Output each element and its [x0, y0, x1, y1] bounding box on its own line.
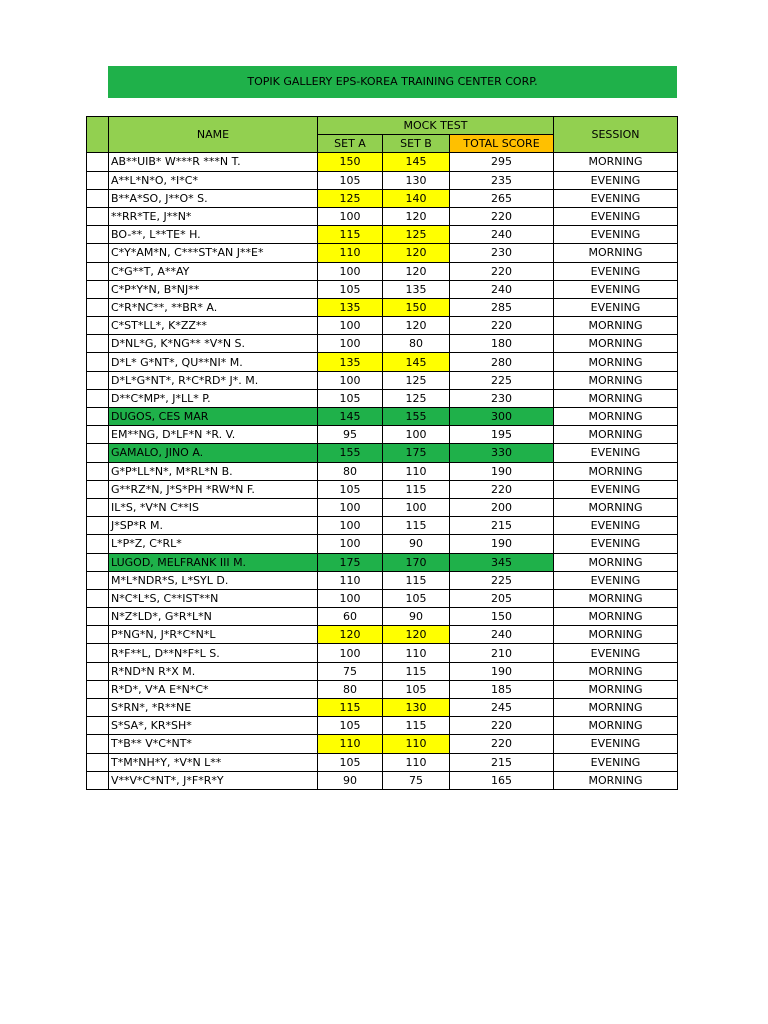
table-row [87, 317, 678, 335]
set-a-cell: 100 [318, 371, 383, 389]
total-score-cell: 150 [450, 608, 554, 626]
set-b-cell: 110 [383, 753, 450, 771]
total-score-cell: 190 [450, 662, 554, 680]
total-score-cell: 180 [450, 335, 554, 353]
row-index-cell [87, 608, 109, 626]
set-a-cell: 60 [318, 608, 383, 626]
row-index-cell [87, 444, 109, 462]
name-cell: P*NG*N, J*R*C*N*L [109, 626, 318, 644]
set-b-cell: 105 [383, 680, 450, 698]
set-a-cell: 110 [318, 735, 383, 753]
set-a-cell: 110 [318, 244, 383, 262]
set-a-cell: 75 [318, 662, 383, 680]
name-cell: N*Z*LD*, G*R*L*N [109, 608, 318, 626]
name-cell: N*C*L*S, C**IST**N [109, 589, 318, 607]
set-b-cell: 120 [383, 244, 450, 262]
header-session: SESSION [554, 117, 678, 153]
set-a-cell: 90 [318, 771, 383, 789]
set-b-cell: 120 [383, 626, 450, 644]
row-index-cell [87, 644, 109, 662]
set-b-cell: 115 [383, 662, 450, 680]
name-cell: EM**NG, D*LF*N *R. V. [109, 426, 318, 444]
table-row [87, 462, 678, 480]
header-row-top [87, 117, 678, 135]
set-b-cell: 115 [383, 717, 450, 735]
header-total-score: TOTAL SCORE [450, 135, 554, 153]
total-score-cell: 345 [450, 553, 554, 571]
row-index-cell [87, 317, 109, 335]
total-score-cell: 245 [450, 699, 554, 717]
set-b-cell: 170 [383, 553, 450, 571]
total-score-cell: 230 [450, 244, 554, 262]
name-cell: S*RN*, *R**NE [109, 699, 318, 717]
set-a-cell: 80 [318, 462, 383, 480]
session-cell: MORNING [554, 717, 678, 735]
session-cell: MORNING [554, 335, 678, 353]
row-index-cell [87, 589, 109, 607]
table-row [87, 553, 678, 571]
row-index-cell [87, 262, 109, 280]
name-cell: R*ND*N R*X M. [109, 662, 318, 680]
total-score-cell: 235 [450, 171, 554, 189]
set-b-cell: 175 [383, 444, 450, 462]
session-cell: MORNING [554, 680, 678, 698]
set-b-cell: 130 [383, 699, 450, 717]
set-b-cell: 110 [383, 735, 450, 753]
row-index-cell [87, 699, 109, 717]
name-cell: J*SP*R M. [109, 517, 318, 535]
set-b-cell: 125 [383, 389, 450, 407]
page-title: TOPIK GALLERY EPS-KOREA TRAINING CENTER CORP. [108, 66, 677, 98]
name-cell: G**RZ*N, J*S*PH *RW*N F. [109, 480, 318, 498]
total-score-cell: 330 [450, 444, 554, 462]
total-score-cell: 225 [450, 571, 554, 589]
table-row [87, 498, 678, 516]
header-mock-test: MOCK TEST [318, 117, 554, 135]
set-a-cell: 80 [318, 680, 383, 698]
total-score-cell: 265 [450, 189, 554, 207]
total-score-cell: 165 [450, 771, 554, 789]
session-cell: MORNING [554, 771, 678, 789]
session-cell: MORNING [554, 153, 678, 171]
total-score-cell: 215 [450, 753, 554, 771]
set-b-cell: 145 [383, 153, 450, 171]
total-score-cell: 220 [450, 735, 554, 753]
header-set-b: SET B [383, 135, 450, 153]
session-cell: EVENING [554, 735, 678, 753]
row-index-cell [87, 189, 109, 207]
session-cell: EVENING [554, 189, 678, 207]
table-row [87, 571, 678, 589]
row-index-cell [87, 298, 109, 316]
session-cell: MORNING [554, 317, 678, 335]
session-cell: MORNING [554, 244, 678, 262]
row-index-cell [87, 408, 109, 426]
set-b-cell: 155 [383, 408, 450, 426]
name-cell: R*F**L, D**N*F*L S. [109, 644, 318, 662]
table-row [87, 662, 678, 680]
total-score-cell: 210 [450, 644, 554, 662]
set-a-cell: 155 [318, 444, 383, 462]
session-cell: EVENING [554, 226, 678, 244]
name-cell: V**V*C*NT*, J*F*R*Y [109, 771, 318, 789]
name-cell: IL*S, *V*N C**IS [109, 498, 318, 516]
set-a-cell: 100 [318, 207, 383, 225]
row-index-cell [87, 662, 109, 680]
total-score-cell: 190 [450, 535, 554, 553]
table-row [87, 626, 678, 644]
set-b-cell: 130 [383, 171, 450, 189]
table-row [87, 771, 678, 789]
header-set-a: SET A [318, 135, 383, 153]
total-score-cell: 280 [450, 353, 554, 371]
name-cell: D*L* G*NT*, QU**NI* M. [109, 353, 318, 371]
name-cell: T*B** V*C*NT* [109, 735, 318, 753]
total-score-cell: 220 [450, 207, 554, 225]
row-index-cell [87, 771, 109, 789]
row-index-cell [87, 498, 109, 516]
table-row [87, 207, 678, 225]
table-row [87, 280, 678, 298]
row-index-cell [87, 226, 109, 244]
session-cell: EVENING [554, 280, 678, 298]
session-cell: MORNING [554, 589, 678, 607]
set-a-cell: 145 [318, 408, 383, 426]
row-index-cell [87, 535, 109, 553]
total-score-cell: 190 [450, 462, 554, 480]
set-b-cell: 120 [383, 317, 450, 335]
name-cell: C*R*NC**, **BR* A. [109, 298, 318, 316]
row-index-cell [87, 680, 109, 698]
row-index-cell [87, 717, 109, 735]
name-cell: LUGOD, MELFRANK III M. [109, 553, 318, 571]
session-cell: EVENING [554, 644, 678, 662]
session-cell: EVENING [554, 262, 678, 280]
session-cell: EVENING [554, 753, 678, 771]
set-a-cell: 115 [318, 699, 383, 717]
set-a-cell: 105 [318, 480, 383, 498]
set-b-cell: 145 [383, 353, 450, 371]
row-index-cell [87, 171, 109, 189]
table-row [87, 589, 678, 607]
session-cell: MORNING [554, 626, 678, 644]
total-score-cell: 220 [450, 717, 554, 735]
total-score-cell: 220 [450, 262, 554, 280]
set-b-cell: 150 [383, 298, 450, 316]
name-cell: B**A*SO, J**O* S. [109, 189, 318, 207]
set-a-cell: 135 [318, 298, 383, 316]
set-b-cell: 115 [383, 517, 450, 535]
row-index-cell [87, 207, 109, 225]
session-cell: EVENING [554, 207, 678, 225]
session-cell: MORNING [554, 426, 678, 444]
set-a-cell: 100 [318, 498, 383, 516]
session-cell: MORNING [554, 371, 678, 389]
total-score-cell: 220 [450, 317, 554, 335]
name-cell: C*P*Y*N, B*NJ** [109, 280, 318, 298]
table-row [87, 444, 678, 462]
set-b-cell: 135 [383, 280, 450, 298]
session-cell: MORNING [554, 699, 678, 717]
table-row [87, 717, 678, 735]
set-a-cell: 100 [318, 317, 383, 335]
total-score-cell: 230 [450, 389, 554, 407]
total-score-cell: 300 [450, 408, 554, 426]
total-score-cell: 240 [450, 226, 554, 244]
table-body [87, 153, 678, 790]
total-score-cell: 285 [450, 298, 554, 316]
row-index-cell [87, 153, 109, 171]
row-index-cell [87, 335, 109, 353]
name-cell: A**L*N*O, *I*C* [109, 171, 318, 189]
name-cell: BO-**, L**TE* H. [109, 226, 318, 244]
session-cell: EVENING [554, 171, 678, 189]
table-row [87, 335, 678, 353]
set-a-cell: 105 [318, 280, 383, 298]
session-cell: MORNING [554, 389, 678, 407]
row-index-cell [87, 280, 109, 298]
set-b-cell: 115 [383, 571, 450, 589]
name-cell: AB**UIB* W***R ***N T. [109, 153, 318, 171]
table-row [87, 426, 678, 444]
set-a-cell: 125 [318, 189, 383, 207]
name-cell: M*L*NDR*S, L*SYL D. [109, 571, 318, 589]
set-a-cell: 100 [318, 535, 383, 553]
session-cell: EVENING [554, 535, 678, 553]
row-index-cell [87, 480, 109, 498]
set-b-cell: 125 [383, 226, 450, 244]
table-row [87, 535, 678, 553]
set-b-cell: 80 [383, 335, 450, 353]
table-row [87, 353, 678, 371]
session-cell: EVENING [554, 298, 678, 316]
name-cell: **RR*TE, J**N* [109, 207, 318, 225]
score-table [86, 116, 678, 790]
row-index-cell [87, 353, 109, 371]
set-a-cell: 150 [318, 153, 383, 171]
row-index-cell [87, 462, 109, 480]
name-cell: D**C*MP*, J*LL* P. [109, 389, 318, 407]
set-a-cell: 115 [318, 226, 383, 244]
session-cell: MORNING [554, 408, 678, 426]
session-cell: MORNING [554, 498, 678, 516]
row-index-cell [87, 735, 109, 753]
name-cell: D*NL*G, K*NG** *V*N S. [109, 335, 318, 353]
table-row [87, 753, 678, 771]
row-index-cell [87, 626, 109, 644]
set-a-cell: 175 [318, 553, 383, 571]
set-b-cell: 100 [383, 426, 450, 444]
row-index-cell [87, 371, 109, 389]
set-a-cell: 100 [318, 262, 383, 280]
table-row [87, 389, 678, 407]
name-cell: C*Y*AM*N, C***ST*AN J**E* [109, 244, 318, 262]
set-a-cell: 95 [318, 426, 383, 444]
name-cell: C*ST*LL*, K*ZZ** [109, 317, 318, 335]
session-cell: EVENING [554, 444, 678, 462]
set-a-cell: 135 [318, 353, 383, 371]
table-row [87, 244, 678, 262]
total-score-cell: 185 [450, 680, 554, 698]
row-index-cell [87, 389, 109, 407]
total-score-cell: 240 [450, 280, 554, 298]
table-row [87, 371, 678, 389]
set-b-cell: 110 [383, 462, 450, 480]
set-a-cell: 100 [318, 589, 383, 607]
total-score-cell: 295 [450, 153, 554, 171]
set-b-cell: 90 [383, 608, 450, 626]
name-cell: C*G**T, A**AY [109, 262, 318, 280]
table-row [87, 171, 678, 189]
table-row [87, 189, 678, 207]
table-row [87, 408, 678, 426]
table-row [87, 680, 678, 698]
set-a-cell: 105 [318, 717, 383, 735]
session-cell: EVENING [554, 517, 678, 535]
set-b-cell: 115 [383, 480, 450, 498]
row-index-cell [87, 244, 109, 262]
set-b-cell: 75 [383, 771, 450, 789]
row-index-cell [87, 553, 109, 571]
table-row [87, 608, 678, 626]
set-a-cell: 105 [318, 753, 383, 771]
row-index-cell [87, 517, 109, 535]
set-a-cell: 120 [318, 626, 383, 644]
set-b-cell: 100 [383, 498, 450, 516]
table-row [87, 699, 678, 717]
set-a-cell: 105 [318, 389, 383, 407]
table-row [87, 153, 678, 171]
name-cell: G*P*LL*N*, M*RL*N B. [109, 462, 318, 480]
row-index-cell [87, 426, 109, 444]
total-score-cell: 200 [450, 498, 554, 516]
set-b-cell: 120 [383, 262, 450, 280]
set-a-cell: 100 [318, 335, 383, 353]
set-b-cell: 140 [383, 189, 450, 207]
session-cell: MORNING [554, 662, 678, 680]
session-cell: MORNING [554, 353, 678, 371]
set-a-cell: 100 [318, 517, 383, 535]
total-score-cell: 205 [450, 589, 554, 607]
session-cell: EVENING [554, 571, 678, 589]
total-score-cell: 240 [450, 626, 554, 644]
set-b-cell: 120 [383, 207, 450, 225]
total-score-cell: 195 [450, 426, 554, 444]
set-a-cell: 110 [318, 571, 383, 589]
header-name: NAME [109, 117, 318, 153]
table-row [87, 262, 678, 280]
session-cell: MORNING [554, 553, 678, 571]
header-blank-cell [87, 117, 109, 153]
table-row [87, 226, 678, 244]
table-row [87, 298, 678, 316]
table-row [87, 735, 678, 753]
table-row [87, 480, 678, 498]
row-index-cell [87, 753, 109, 771]
table-row [87, 517, 678, 535]
name-cell: DUGOS, CES MAR [109, 408, 318, 426]
name-cell: R*D*, V*A E*N*C* [109, 680, 318, 698]
name-cell: GAMALO, JINO A. [109, 444, 318, 462]
name-cell: D*L*G*NT*, R*C*RD* J*. M. [109, 371, 318, 389]
set-a-cell: 105 [318, 171, 383, 189]
total-score-cell: 215 [450, 517, 554, 535]
set-b-cell: 110 [383, 644, 450, 662]
session-cell: MORNING [554, 608, 678, 626]
table-row [87, 644, 678, 662]
session-cell: EVENING [554, 480, 678, 498]
set-a-cell: 100 [318, 644, 383, 662]
row-index-cell [87, 571, 109, 589]
session-cell: MORNING [554, 462, 678, 480]
total-score-cell: 220 [450, 480, 554, 498]
total-score-cell: 225 [450, 371, 554, 389]
name-cell: T*M*NH*Y, *V*N L** [109, 753, 318, 771]
name-cell: L*P*Z, C*RL* [109, 535, 318, 553]
set-b-cell: 90 [383, 535, 450, 553]
set-b-cell: 125 [383, 371, 450, 389]
name-cell: S*SA*, KR*SH* [109, 717, 318, 735]
set-b-cell: 105 [383, 589, 450, 607]
